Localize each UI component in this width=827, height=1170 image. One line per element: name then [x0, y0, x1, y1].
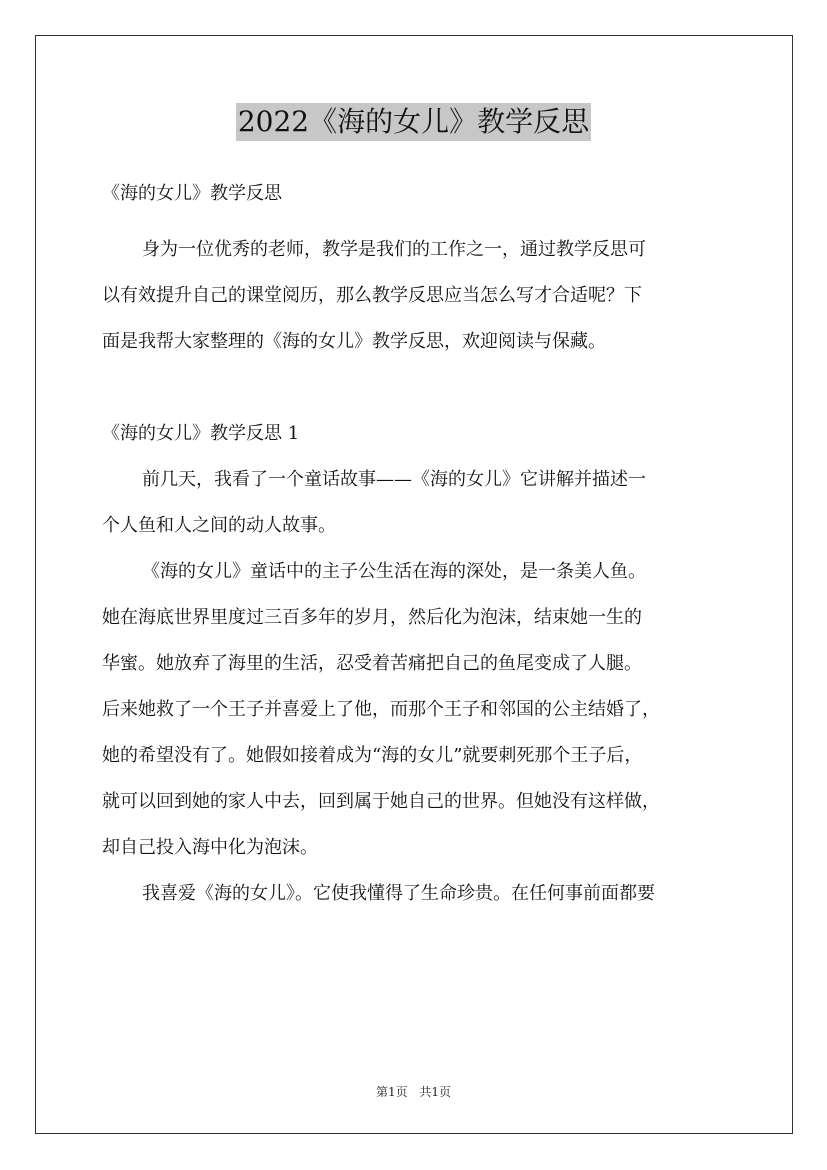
- document-body: [102, 175, 742, 917]
- paragraph-line: 她的希望没有了。她假如接着成为“海的女儿”就要刺死那个王子后，: [102, 745, 643, 766]
- paragraph-1: [102, 457, 742, 549]
- section-heading-block: [102, 411, 742, 457]
- intro-line: 面是我帮大家整理的《海的女儿》教学反思，欢迎阅读与保藏。: [102, 331, 606, 352]
- paragraph-line: 我喜爱《海的女儿》。它使我懂得了生命珍贵。在任何事前面都要: [142, 883, 655, 904]
- paragraph-line: 《海的女儿》童话中的主子公生活在海的深处，是一条美人鱼。: [142, 561, 646, 582]
- paragraph-gap: [102, 365, 742, 411]
- paragraph-line: 华蜜。她放弃了海里的生活，忍受着苦痛把自己的鱼尾变成了人腿。: [102, 653, 642, 674]
- page-number: 第1页: [375, 1085, 408, 1099]
- title-container: [0, 103, 827, 141]
- intro-paragraph: [102, 227, 742, 365]
- paragraph-line: 她在海底世界里度过三百多年的岁月，然后化为泡沫，结束她一生的: [102, 607, 642, 628]
- document-title: 2022《海的女儿》教学反思: [236, 103, 591, 141]
- intro-line: 身为一位优秀的老师，教学是我们的工作之一，通过教学反思可: [142, 239, 646, 260]
- page-footer: [0, 1083, 827, 1100]
- paragraph-line: 却自己投入海中化为泡沫。: [102, 837, 318, 858]
- intro-line: 以有效提升自己的课堂阅历，那么教学反思应当怎么写才合适呢？下: [102, 285, 642, 306]
- paragraph-3: [102, 871, 742, 917]
- paragraph-2: [102, 549, 742, 871]
- paragraph-line: 就可以回到她的家人中去，回到属于她自己的世界。但她没有这样做，: [102, 791, 660, 812]
- page-total: 共1页: [419, 1085, 452, 1099]
- paragraph-line: 前几天，我看了一个童话故事——《海的女儿》它讲解并描述一: [142, 469, 646, 490]
- paragraph-line: 个人鱼和人之间的动人故事。: [102, 515, 336, 536]
- paragraph-line: 后来她救了一个王子并喜爱上了他，而那个王子和邻国的公主结婚了，: [102, 699, 660, 720]
- document-subtitle: 《海的女儿》教学反思: [102, 183, 282, 204]
- section-heading: 《海的女儿》教学反思 1: [102, 423, 300, 444]
